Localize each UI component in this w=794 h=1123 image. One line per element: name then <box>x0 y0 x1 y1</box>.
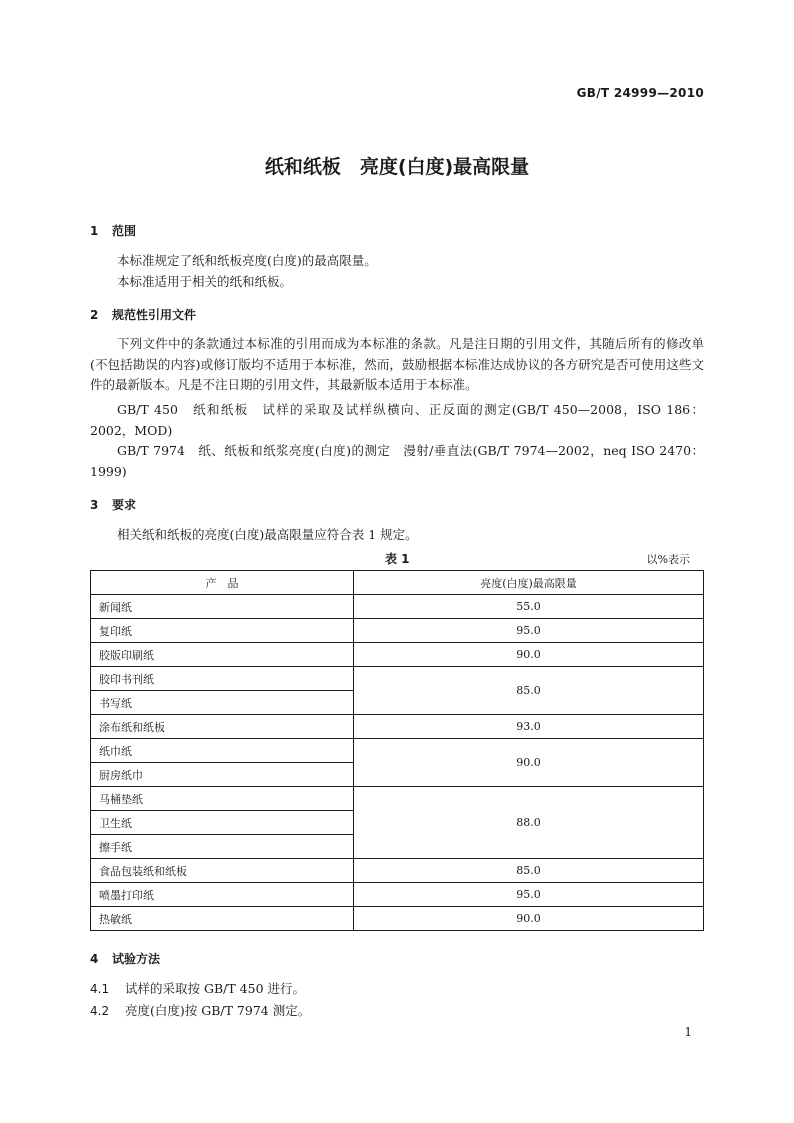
table-row <box>91 907 704 931</box>
value-column-header: 亮度(白度)最高限量 <box>354 571 704 595</box>
section-title: 试验方法 <box>112 952 161 966</box>
clause-4-2 <box>90 1001 310 1019</box>
product-cell: 喷墨打印纸 <box>91 883 354 907</box>
table-row <box>91 619 704 643</box>
standard-code: GB/T 24999—2010 <box>576 86 704 100</box>
table-row <box>91 667 704 691</box>
table-row <box>91 643 704 667</box>
page-number: 1 <box>684 1025 692 1039</box>
section-number: 2 <box>90 308 99 322</box>
product-cell: 马桶垫纸 <box>91 787 354 811</box>
product-cell: 新闻纸 <box>91 595 354 619</box>
table-row <box>91 595 704 619</box>
limit-value-cell: 93.0 <box>354 715 704 739</box>
section-title: 要求 <box>112 498 137 512</box>
product-cell: 食品包装纸和纸板 <box>91 859 354 883</box>
clause-number: 4.2 <box>90 1004 110 1018</box>
section-number: 4 <box>90 952 99 966</box>
limit-value-cell: 85.0 <box>354 859 704 883</box>
table-body <box>91 595 704 931</box>
reference-item: GB/T 450 纸和纸板 试样的采取及试样纵横向、正反面的测定(GB/T 450—2008，ISO 186：2002，MOD) <box>90 402 704 438</box>
table-row <box>91 739 704 763</box>
document-title: 纸和纸板 亮度(白度)最高限量 <box>264 156 530 178</box>
section-title: 范围 <box>112 224 137 238</box>
product-cell: 纸巾纸 <box>91 739 354 763</box>
section-4-heading <box>90 950 160 967</box>
product-cell: 书写纸 <box>91 691 354 715</box>
brightness-limit-table <box>90 570 704 931</box>
limit-value-cell: 55.0 <box>354 595 704 619</box>
limit-value-cell: 95.0 <box>354 619 704 643</box>
section-number: 1 <box>90 224 99 238</box>
product-cell: 胶印书刊纸 <box>91 667 354 691</box>
limit-value-cell: 85.0 <box>354 667 704 715</box>
reference-item: GB/T 7974 纸、纸板和纸浆亮度(白度)的测定 漫射/垂直法(GB/T 7974—2002，neq ISO 2470：1999) <box>90 443 704 479</box>
table-row <box>91 859 704 883</box>
scope-line: 本标准适用于相关的纸和纸板。 <box>117 274 293 289</box>
table-unit: 以%表示 <box>646 553 690 566</box>
section-number: 3 <box>90 498 99 512</box>
clause-text: 亮度(白度)按 GB/T 7974 测定。 <box>125 1003 311 1018</box>
table-header-row <box>91 571 704 595</box>
references-intro: 下列文件中的条款通过本标准的引用而成为本标准的条款。凡是注日期的引用文件，其随后所有的修改单(不包括勘误的内容)或修订版均不适用于本标准，然而，鼓励根据本标准达成协议的各方研究是否可使用这些文件的最新版本。凡是不注日期的引用文件，其最新版本适用于本标准。 <box>90 336 704 392</box>
table-row <box>91 883 704 907</box>
product-cell: 擦手纸 <box>91 835 354 859</box>
limit-value-cell: 95.0 <box>354 883 704 907</box>
product-cell: 厨房纸巾 <box>91 763 354 787</box>
limit-value-cell: 90.0 <box>354 739 704 787</box>
product-column-header: 产 品 <box>91 571 354 595</box>
table-row <box>91 787 704 811</box>
product-cell: 热敏纸 <box>91 907 354 931</box>
section-title: 规范性引用文件 <box>112 308 197 322</box>
product-cell: 胶版印刷纸 <box>91 643 354 667</box>
limit-value-cell: 90.0 <box>354 643 704 667</box>
table-title: 表 1 <box>385 552 410 566</box>
table-row <box>91 715 704 739</box>
product-cell: 涂布纸和纸板 <box>91 715 354 739</box>
limit-value-cell: 88.0 <box>354 787 704 859</box>
limit-value-cell: 90.0 <box>354 907 704 931</box>
section-1-heading <box>90 222 136 239</box>
product-cell: 卫生纸 <box>91 811 354 835</box>
clause-4-1 <box>90 979 305 997</box>
product-cell: 复印纸 <box>91 619 354 643</box>
section-2-heading <box>90 306 196 323</box>
requirements-intro: 相关纸和纸板的亮度(白度)最高限量应符合表 1 规定。 <box>117 527 418 542</box>
clause-number: 4.1 <box>90 982 110 996</box>
clause-text: 试样的采取按 GB/T 450 进行。 <box>125 981 305 996</box>
scope-line: 本标准规定了纸和纸板亮度(白度)的最高限量。 <box>117 253 377 268</box>
section-3-heading <box>90 496 136 513</box>
